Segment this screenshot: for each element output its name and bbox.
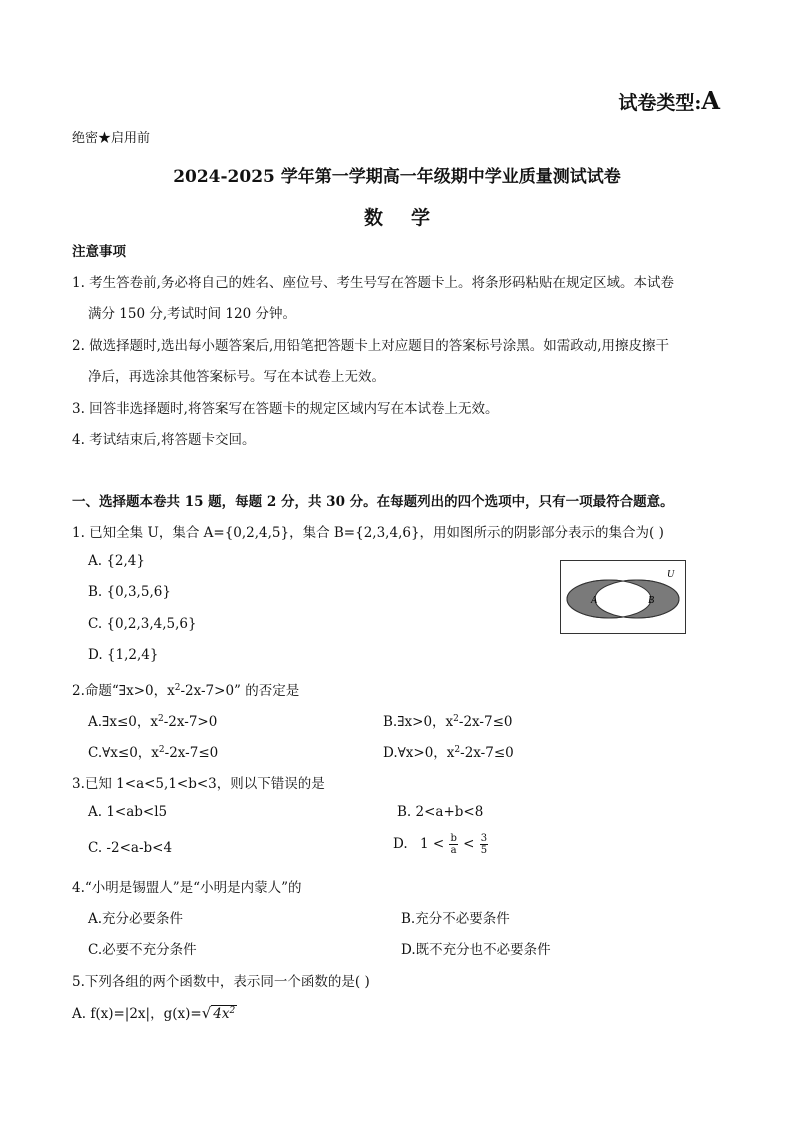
q2-stem-exp: 2	[174, 683, 181, 693]
notice-item-1: 1. 考生答卷前,务必将自己的姓名、座位号、考生号写在答题卡上。将条形码粘贴在规定区域。本试卷	[72, 275, 674, 291]
q1-stem: 1. 已知全集 U，集合 A={0,2,4,5}，集合 B={2,3,4,6}，用如图所示的阴影部分表示的集合为( )	[72, 525, 664, 541]
q2-b-text: B.∃x>0，x	[383, 714, 454, 730]
q3-d-label: D.	[393, 836, 408, 852]
q3-d-frac1-den: a	[450, 845, 457, 856]
q4-stem: 4.“小明是锡盟人”是“小明是内蒙人”的	[72, 880, 302, 896]
q3-option-c: C. -2<a-b<4	[88, 840, 173, 856]
notice-item-2-cont: 净后，再选涂其他答案标号。写在本试卷上无效。	[88, 369, 385, 385]
q5-a-radicand	[211, 1005, 237, 1022]
venn-label-u: U	[667, 569, 675, 580]
q2-a-text: -2x-7>0	[163, 714, 218, 730]
notice-heading: 注意事项	[72, 244, 126, 260]
exam-type	[618, 86, 720, 115]
venn-label-a: A	[591, 595, 598, 606]
q5-stem: 5.下列各组的两个函数中，表示同一个函数的是( )	[72, 974, 370, 990]
q2-stem-part: 2.命题“∃x>0，x	[72, 683, 175, 699]
q5-a-text: A. f(x)=|2x|，g(x)=	[72, 1006, 202, 1022]
q3-d-frac1-num: b	[450, 833, 457, 844]
q2-stem	[72, 679, 299, 699]
secret-mark: 绝密★启用前	[72, 131, 151, 146]
q3-option-b: B. 2<a+b<8	[397, 804, 484, 820]
q1-option-a: A. {2,4}	[88, 553, 145, 569]
q3-d-frac2-den: 5	[480, 845, 488, 856]
q2-d-exp: 2	[454, 745, 461, 755]
section-heading: 一、选择题本卷共 15 题，每题 2 分，共 30 分。在每题列出的四个选项中，只有一项最符合题意。	[72, 494, 674, 510]
q4-option-b: B.充分不必要条件	[401, 911, 510, 927]
q3-stem: 3.已知 1<a<5,1<b<3，则以下错误的是	[72, 776, 325, 792]
q3-option-a: A. 1<ab<l5	[88, 804, 168, 820]
q2-option-b	[383, 710, 512, 730]
q2-option-a	[88, 710, 217, 730]
notice-item-1-cont: 满分 150 分,考试时间 120 分钟。	[88, 306, 296, 322]
q1-option-b: B. {0,3,5,6}	[88, 584, 171, 600]
q4-option-d: D.既不充分也不必要条件	[401, 942, 551, 958]
q2-option-d	[383, 741, 514, 761]
q2-option-c	[88, 741, 218, 761]
q2-c-text: -2x-7≤0	[164, 745, 219, 761]
notice-item-3: 3. 回答非选择题时,将答案写在答题卡的规定区域内写在本试卷上无效。	[72, 401, 499, 417]
subject-title: 数学	[363, 207, 458, 229]
q3-d-fraction-2	[480, 833, 488, 856]
q4-option-a: A.充分必要条件	[88, 911, 184, 927]
q4-option-c: C.必要不充分条件	[88, 942, 197, 958]
venn-diagram	[560, 560, 686, 634]
q3-d-frac2-num: 3	[480, 833, 488, 844]
q2-c-text: C.∀x≤0，x	[88, 745, 159, 761]
q2-d-text: -2x-7≤0	[460, 745, 514, 761]
q3-option-d	[393, 833, 489, 856]
q2-a-exp: 2	[158, 714, 164, 724]
exam-type-label: 试卷类型:	[618, 92, 702, 114]
q5-a-sqrt-base: 4x	[213, 1006, 230, 1022]
sqrt-sign: √	[201, 1004, 212, 1022]
notice-item-4: 4. 考试结束后,将答题卡交回。	[72, 432, 256, 448]
q2-d-text: D.∀x>0，x	[383, 745, 455, 761]
q5-a-sqrt-exp: 2	[229, 1006, 236, 1016]
q3-d-mid: <	[463, 836, 475, 852]
q2-b-exp: 2	[453, 714, 459, 724]
venn-label-b: B	[648, 595, 655, 606]
exam-title: 2024-2025 学年第一学期高一年级期中学业质量测试试卷	[173, 167, 621, 187]
q2-stem-part: -2x-7>0” 的否定是	[180, 683, 300, 699]
q2-b-text: -2x-7≤0	[458, 714, 513, 730]
q5-option-a	[72, 1002, 237, 1022]
q3-d-fraction-1	[449, 833, 457, 856]
q1-option-c: C. {0,2,3,4,5,6}	[88, 616, 197, 632]
q2-a-text: A.∃x≤0，x	[88, 714, 158, 730]
q2-c-exp: 2	[158, 745, 165, 755]
notice-item-2: 2. 做选择题时,选出每小题答案后,用铅笔把答题卡上对应题目的答案标号涂黑。如需政动,用擦皮擦干	[72, 338, 670, 354]
exam-type-value: A	[701, 86, 720, 115]
q1-option-d: D. {1,2,4}	[88, 647, 159, 663]
q3-d-left: 1 <	[419, 836, 445, 852]
